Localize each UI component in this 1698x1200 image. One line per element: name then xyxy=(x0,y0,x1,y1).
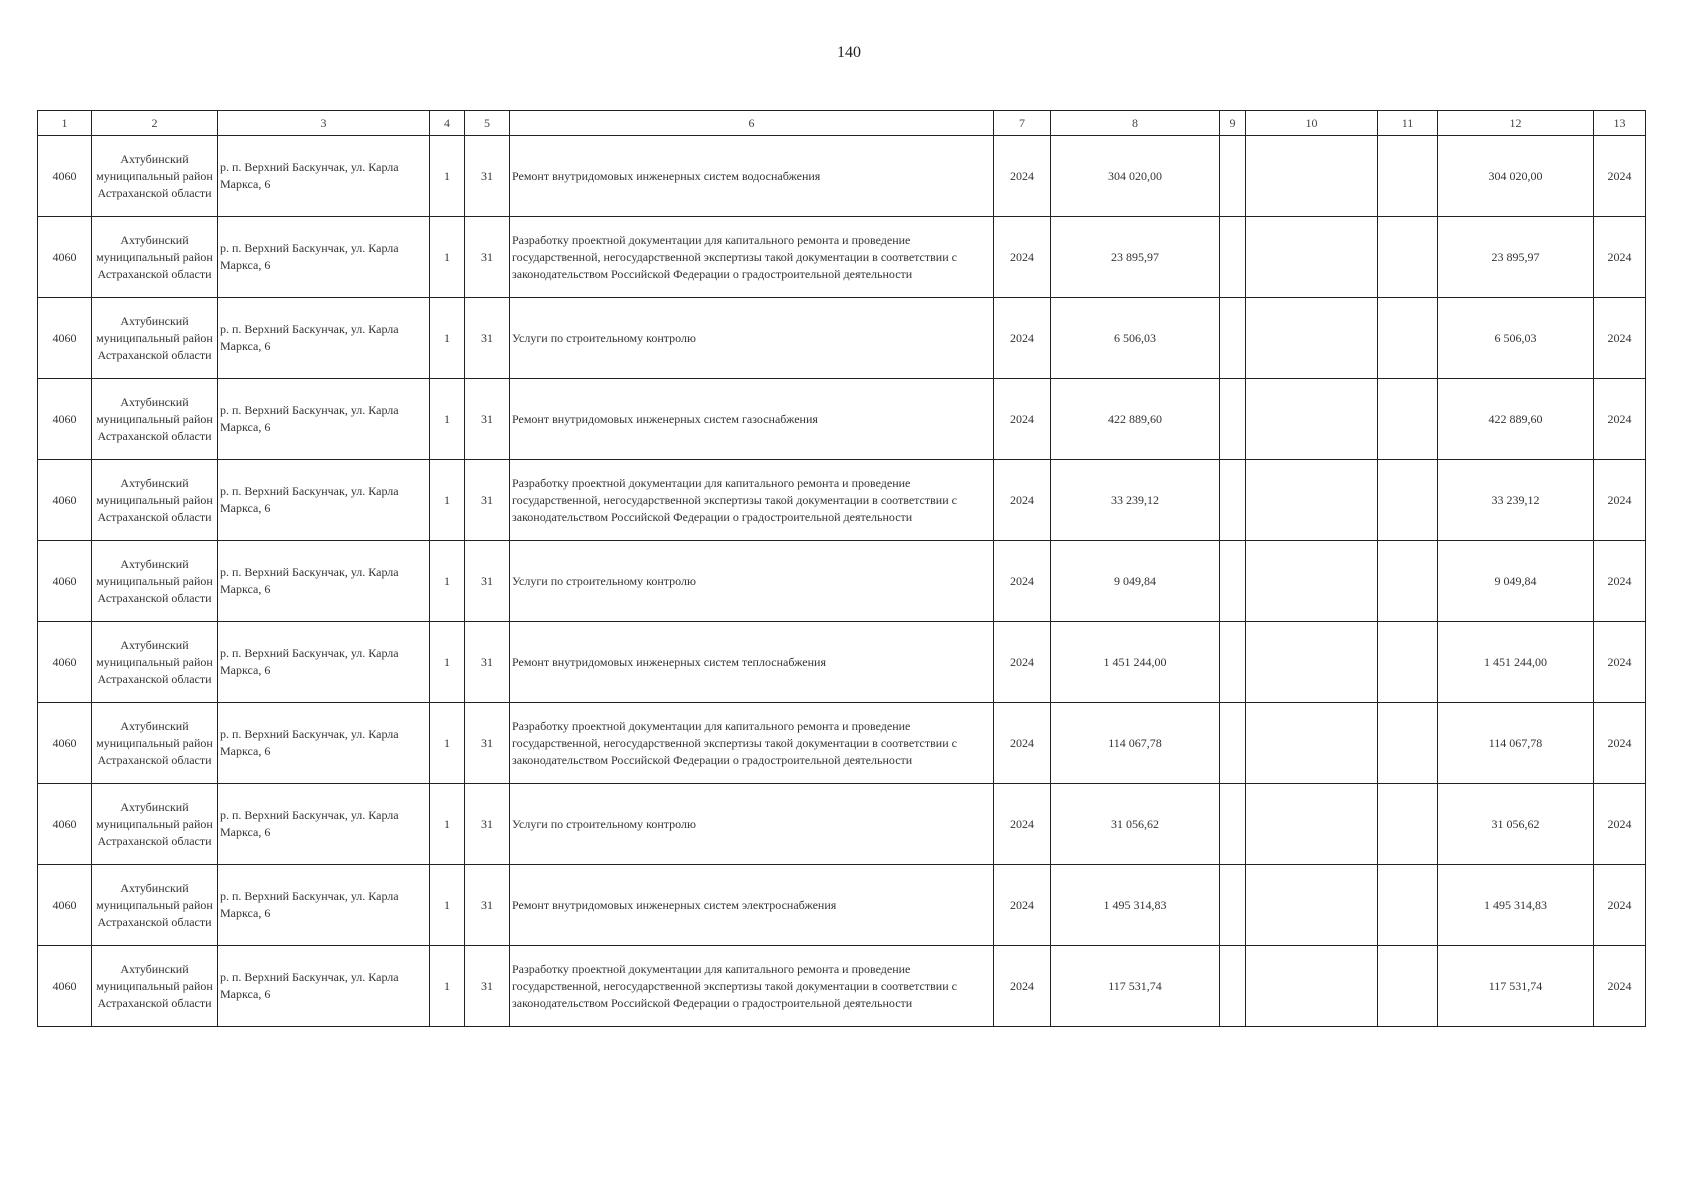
col11-cell xyxy=(1378,865,1438,946)
year-cell: 2024 xyxy=(994,622,1051,703)
municipality-cell: Ахтубинский муниципальный район Астраханской области xyxy=(92,298,218,379)
col5-cell: 31 xyxy=(465,298,510,379)
total-cost-cell: 31 056,62 xyxy=(1438,784,1594,865)
cost-cell: 304 020,00 xyxy=(1051,136,1220,217)
cost-cell: 422 889,60 xyxy=(1051,379,1220,460)
address-cell: р. п. Верхний Баскунчак, ул. Карла Маркса, 6 xyxy=(218,541,430,622)
col5-cell: 31 xyxy=(465,460,510,541)
address-cell: р. п. Верхний Баскунчак, ул. Карла Маркса, 6 xyxy=(218,703,430,784)
cost-cell: 6 506,03 xyxy=(1051,298,1220,379)
page-number: 140 xyxy=(837,44,861,61)
cost-cell: 1 495 314,83 xyxy=(1051,865,1220,946)
cost-cell: 23 895,97 xyxy=(1051,217,1220,298)
col9-cell xyxy=(1220,541,1246,622)
col10-cell xyxy=(1246,784,1378,865)
col9-cell xyxy=(1220,298,1246,379)
address-cell: р. п. Верхний Баскунчак, ул. Карла Маркса, 6 xyxy=(218,946,430,1027)
year-cell: 2024 xyxy=(994,946,1051,1027)
table-body xyxy=(38,136,1646,1027)
total-cost-cell: 1 451 244,00 xyxy=(1438,622,1594,703)
col4-cell: 1 xyxy=(430,784,465,865)
column-header: 2 xyxy=(92,111,218,136)
col10-cell xyxy=(1246,136,1378,217)
row-number-cell: 4060 xyxy=(38,460,92,541)
col11-cell xyxy=(1378,136,1438,217)
column-header: 6 xyxy=(510,111,994,136)
cost-cell: 1 451 244,00 xyxy=(1051,622,1220,703)
total-cost-cell: 422 889,60 xyxy=(1438,379,1594,460)
col11-cell xyxy=(1378,703,1438,784)
address-cell: р. п. Верхний Баскунчак, ул. Карла Маркса, 6 xyxy=(218,379,430,460)
cost-cell: 33 239,12 xyxy=(1051,460,1220,541)
col10-cell xyxy=(1246,703,1378,784)
total-cost-cell: 114 067,78 xyxy=(1438,703,1594,784)
column-header: 11 xyxy=(1378,111,1438,136)
cost-cell: 114 067,78 xyxy=(1051,703,1220,784)
col10-cell xyxy=(1246,865,1378,946)
work-type-cell: Ремонт внутридомовых инженерных систем электроснабжения xyxy=(510,865,994,946)
year-cell: 2024 xyxy=(994,136,1051,217)
column-header: 8 xyxy=(1051,111,1220,136)
year-cell: 2024 xyxy=(994,541,1051,622)
table-row xyxy=(38,946,1646,1027)
row-number-cell: 4060 xyxy=(38,541,92,622)
col5-cell: 31 xyxy=(465,541,510,622)
col5-cell: 31 xyxy=(465,136,510,217)
row-number-cell: 4060 xyxy=(38,136,92,217)
address-cell: р. п. Верхний Баскунчак, ул. Карла Маркса, 6 xyxy=(218,865,430,946)
table-row xyxy=(38,784,1646,865)
col5-cell: 31 xyxy=(465,622,510,703)
work-type-cell: Разработку проектной документации для капитального ремонта и проведение государственной, негосударственной экспертизы такой документации в соответствии с законодательством Российской Федерации о градостроительной деятельности xyxy=(510,946,994,1027)
row-number-cell: 4060 xyxy=(38,217,92,298)
completion-year-cell: 2024 xyxy=(1594,622,1646,703)
col11-cell xyxy=(1378,379,1438,460)
col10-cell xyxy=(1246,460,1378,541)
col5-cell: 31 xyxy=(465,865,510,946)
total-cost-cell: 304 020,00 xyxy=(1438,136,1594,217)
column-header: 5 xyxy=(465,111,510,136)
work-type-cell: Услуги по строительному контролю xyxy=(510,541,994,622)
col11-cell xyxy=(1378,622,1438,703)
col9-cell xyxy=(1220,136,1246,217)
completion-year-cell: 2024 xyxy=(1594,217,1646,298)
completion-year-cell: 2024 xyxy=(1594,946,1646,1027)
col9-cell xyxy=(1220,703,1246,784)
year-cell: 2024 xyxy=(994,217,1051,298)
year-cell: 2024 xyxy=(994,784,1051,865)
row-number-cell: 4060 xyxy=(38,622,92,703)
column-header: 13 xyxy=(1594,111,1646,136)
municipality-cell: Ахтубинский муниципальный район Астраханской области xyxy=(92,865,218,946)
total-cost-cell: 1 495 314,83 xyxy=(1438,865,1594,946)
municipality-cell: Ахтубинский муниципальный район Астраханской области xyxy=(92,946,218,1027)
column-header: 9 xyxy=(1220,111,1246,136)
work-type-cell: Разработку проектной документации для капитального ремонта и проведение государственной, негосударственной экспертизы такой документации в соответствии с законодательством Российской Федерации о градостроительной деятельности xyxy=(510,703,994,784)
cost-cell: 9 049,84 xyxy=(1051,541,1220,622)
year-cell: 2024 xyxy=(994,865,1051,946)
work-type-cell: Ремонт внутридомовых инженерных систем газоснабжения xyxy=(510,379,994,460)
row-number-cell: 4060 xyxy=(38,865,92,946)
work-type-cell: Ремонт внутридомовых инженерных систем теплоснабжения xyxy=(510,622,994,703)
column-header: 1 xyxy=(38,111,92,136)
col9-cell xyxy=(1220,379,1246,460)
col11-cell xyxy=(1378,946,1438,1027)
col9-cell xyxy=(1220,460,1246,541)
row-number-cell: 4060 xyxy=(38,946,92,1027)
year-cell: 2024 xyxy=(994,460,1051,541)
col10-cell xyxy=(1246,217,1378,298)
col9-cell xyxy=(1220,622,1246,703)
address-cell: р. п. Верхний Баскунчак, ул. Карла Маркса, 6 xyxy=(218,217,430,298)
col11-cell xyxy=(1378,217,1438,298)
col4-cell: 1 xyxy=(430,136,465,217)
col11-cell xyxy=(1378,784,1438,865)
column-header: 10 xyxy=(1246,111,1378,136)
col4-cell: 1 xyxy=(430,946,465,1027)
column-header: 12 xyxy=(1438,111,1594,136)
col10-cell xyxy=(1246,298,1378,379)
col5-cell: 31 xyxy=(465,217,510,298)
col10-cell xyxy=(1246,622,1378,703)
col4-cell: 1 xyxy=(430,541,465,622)
col11-cell xyxy=(1378,541,1438,622)
completion-year-cell: 2024 xyxy=(1594,784,1646,865)
work-type-cell: Разработку проектной документации для капитального ремонта и проведение государственной, негосударственной экспертизы такой документации в соответствии с законодательством Российской Федерации о градостроительной деятельности xyxy=(510,217,994,298)
col4-cell: 1 xyxy=(430,865,465,946)
cost-cell: 117 531,74 xyxy=(1051,946,1220,1027)
municipality-cell: Ахтубинский муниципальный район Астраханской области xyxy=(92,460,218,541)
table-row xyxy=(38,703,1646,784)
year-cell: 2024 xyxy=(994,379,1051,460)
col10-cell xyxy=(1246,541,1378,622)
work-type-cell: Услуги по строительному контролю xyxy=(510,298,994,379)
row-number-cell: 4060 xyxy=(38,703,92,784)
municipality-cell: Ахтубинский муниципальный район Астраханской области xyxy=(92,217,218,298)
row-number-cell: 4060 xyxy=(38,298,92,379)
row-number-cell: 4060 xyxy=(38,784,92,865)
header-row xyxy=(38,111,1646,136)
municipality-cell: Ахтубинский муниципальный район Астраханской области xyxy=(92,784,218,865)
address-cell: р. п. Верхний Баскунчак, ул. Карла Маркса, 6 xyxy=(218,784,430,865)
year-cell: 2024 xyxy=(994,298,1051,379)
col9-cell xyxy=(1220,217,1246,298)
col4-cell: 1 xyxy=(430,703,465,784)
col11-cell xyxy=(1378,460,1438,541)
table-row xyxy=(38,298,1646,379)
table-row xyxy=(38,622,1646,703)
table-row xyxy=(38,865,1646,946)
col10-cell xyxy=(1246,379,1378,460)
address-cell: р. п. Верхний Баскунчак, ул. Карла Маркса, 6 xyxy=(218,298,430,379)
table-row xyxy=(38,136,1646,217)
cost-cell: 31 056,62 xyxy=(1051,784,1220,865)
municipality-cell: Ахтубинский муниципальный район Астраханской области xyxy=(92,703,218,784)
address-cell: р. п. Верхний Баскунчак, ул. Карла Маркса, 6 xyxy=(218,136,430,217)
completion-year-cell: 2024 xyxy=(1594,379,1646,460)
col5-cell: 31 xyxy=(465,946,510,1027)
col5-cell: 31 xyxy=(465,703,510,784)
col10-cell xyxy=(1246,946,1378,1027)
total-cost-cell: 117 531,74 xyxy=(1438,946,1594,1027)
col4-cell: 1 xyxy=(430,379,465,460)
completion-year-cell: 2024 xyxy=(1594,136,1646,217)
completion-year-cell: 2024 xyxy=(1594,298,1646,379)
table-row xyxy=(38,541,1646,622)
col9-cell xyxy=(1220,946,1246,1027)
total-cost-cell: 9 049,84 xyxy=(1438,541,1594,622)
register-table xyxy=(37,110,1646,1027)
col5-cell: 31 xyxy=(465,784,510,865)
row-number-cell: 4060 xyxy=(38,379,92,460)
col4-cell: 1 xyxy=(430,460,465,541)
work-type-cell: Ремонт внутридомовых инженерных систем водоснабжения xyxy=(510,136,994,217)
municipality-cell: Ахтубинский муниципальный район Астраханской области xyxy=(92,136,218,217)
completion-year-cell: 2024 xyxy=(1594,541,1646,622)
completion-year-cell: 2024 xyxy=(1594,703,1646,784)
column-header: 4 xyxy=(430,111,465,136)
col9-cell xyxy=(1220,865,1246,946)
table-row xyxy=(38,217,1646,298)
address-cell: р. п. Верхний Баскунчак, ул. Карла Маркса, 6 xyxy=(218,622,430,703)
col4-cell: 1 xyxy=(430,298,465,379)
column-header: 7 xyxy=(994,111,1051,136)
work-type-cell: Разработку проектной документации для капитального ремонта и проведение государственной, негосударственной экспертизы такой документации в соответствии с законодательством Российской Федерации о градостроительной деятельности xyxy=(510,460,994,541)
work-type-cell: Услуги по строительному контролю xyxy=(510,784,994,865)
col9-cell xyxy=(1220,784,1246,865)
municipality-cell: Ахтубинский муниципальный район Астраханской области xyxy=(92,379,218,460)
address-cell: р. п. Верхний Баскунчак, ул. Карла Маркса, 6 xyxy=(218,460,430,541)
total-cost-cell: 23 895,97 xyxy=(1438,217,1594,298)
completion-year-cell: 2024 xyxy=(1594,865,1646,946)
col5-cell: 31 xyxy=(465,379,510,460)
table-row xyxy=(38,379,1646,460)
completion-year-cell: 2024 xyxy=(1594,460,1646,541)
col4-cell: 1 xyxy=(430,622,465,703)
year-cell: 2024 xyxy=(994,703,1051,784)
table-row xyxy=(38,460,1646,541)
col11-cell xyxy=(1378,298,1438,379)
municipality-cell: Ахтубинский муниципальный район Астраханской области xyxy=(92,622,218,703)
total-cost-cell: 6 506,03 xyxy=(1438,298,1594,379)
col4-cell: 1 xyxy=(430,217,465,298)
total-cost-cell: 33 239,12 xyxy=(1438,460,1594,541)
column-header: 3 xyxy=(218,111,430,136)
municipality-cell: Ахтубинский муниципальный район Астраханской области xyxy=(92,541,218,622)
